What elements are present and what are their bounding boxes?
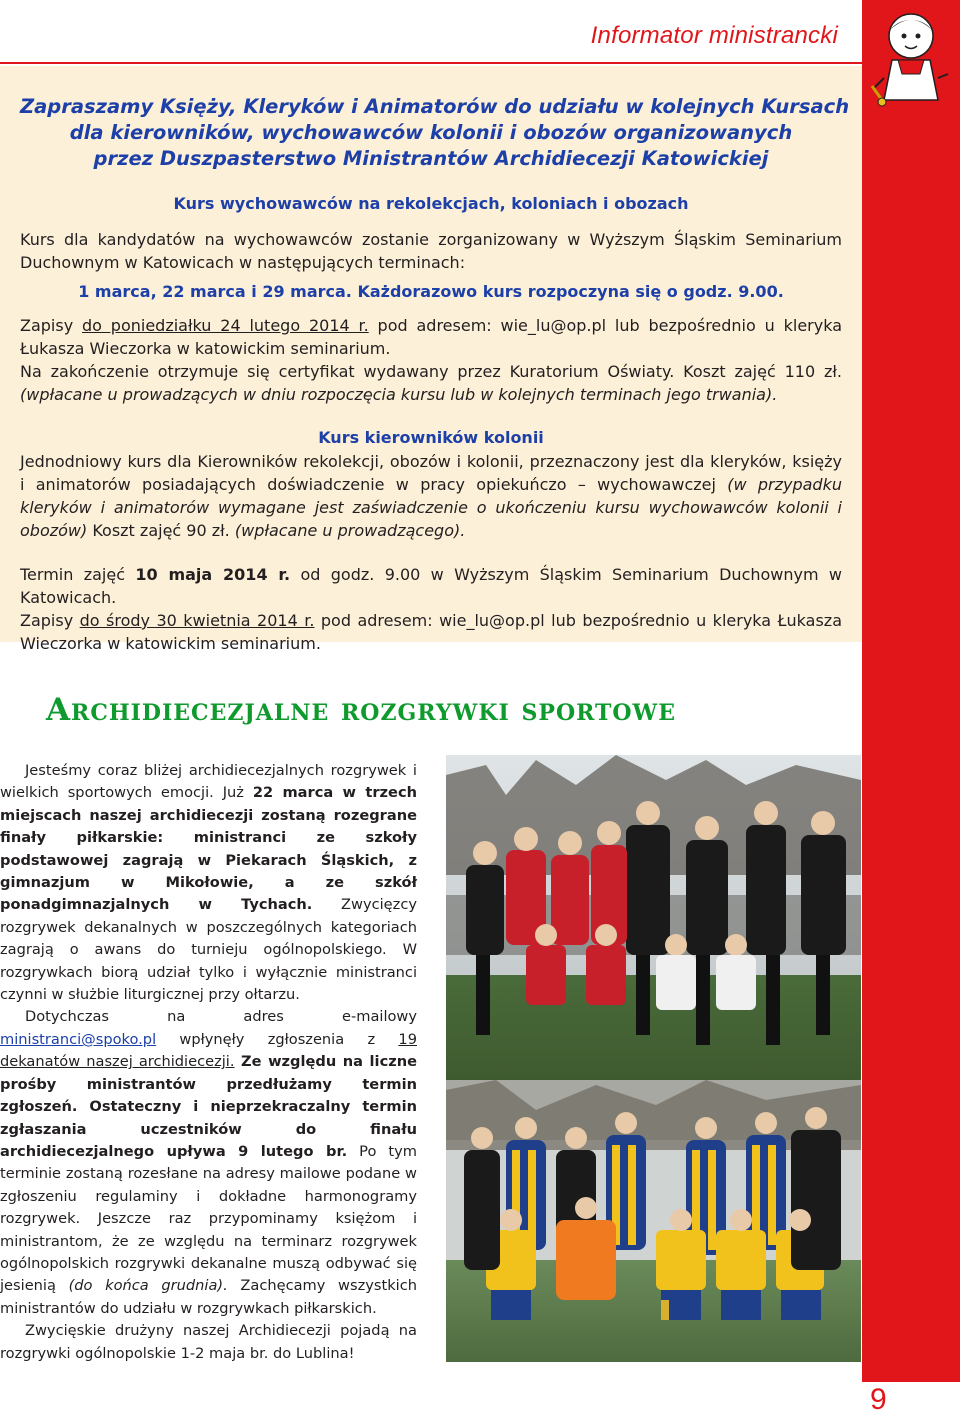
reg-deadline: do środy 30 kwietnia 2014 r. (79, 611, 315, 630)
article-paragraph (0, 1320, 417, 1365)
right-sidebar-bar (862, 0, 960, 1426)
course1-registration (20, 314, 842, 360)
text-run: Zwycięzcy rozgrywek dekanalnych w poszczególnych kategoriach zagrają o awans do turnieju ogólnopolskiego. W rozgrywkach biorą udział tylko i wyłącznie ministranci czynni w służbie liturgicznej przy ołtarzu. (0, 896, 417, 1004)
term-prefix: Termin zajęć (20, 565, 136, 584)
text-run: Zachęcamy wszystkich ministrantów do udziału w rozgrywkach piłkarskich. (0, 1277, 417, 1317)
intro-line: przez Duszpasterstwo Ministrantów Archidiecezji Katowickiej (93, 147, 769, 170)
reg-suffix: pod adresem: wie_lu@op.pl lub bezpośrednio u kleryka Łukasza Wieczorka w katowickim seminarium. (20, 611, 842, 653)
cert-text: Na zakończenie otrzymuje się certyfikat wydawany przez Kuratorium Oświaty. Koszt zajęć 110 zł. (20, 362, 842, 381)
text-run: wpłynęły zgłoszenia z (156, 1030, 399, 1048)
finals-info: 22 marca w trzech miejscach naszej archidiecezji zostaną rozegrane finały piłkarskie: ministranci ze szkoły podstawowej zagrają w Piekarach Śląskich, z gimnazjum w Mikołowie, a ze szkół ponadgimnazjalnych w Tychach. (0, 784, 417, 914)
desc-payment-note: (wpłacane u prowadzącego). (234, 521, 466, 540)
email-link[interactable]: ministranci@spoko.pl (0, 1030, 157, 1048)
header-divider (0, 62, 862, 64)
sports-section-title: Archidiecezjalne rozgrywki sportowe (46, 692, 677, 728)
course1-certificate (20, 360, 842, 406)
course2-description (20, 450, 842, 542)
deadline-info: Ze względu na liczne prośby ministrantów przedłużamy termin zgłoszeń. Ostateczny i nieprzekraczalny termin zgłaszania uczestników do finału archidiecezjalnego upływa 9 lutego br. (0, 1053, 417, 1160)
course2-term (20, 563, 842, 655)
text-run: Zwycięskie drużyny naszej Archidiecezji pojadą na rozgrywki ogólnopolskie 1-2 maja br. do Lublina! (0, 1322, 417, 1362)
reg-prefix: Zapisy (20, 316, 83, 335)
altar-boy-mascot-icon (868, 8, 954, 108)
team-photo-yellow (446, 1080, 861, 1362)
sports-article-text (0, 760, 417, 1365)
reg-prefix: Zapisy (20, 611, 80, 630)
text-run: Po tym terminie zostaną rozesłane na adresy mailowe podane w zgłoszeniu regulaminy i dokładne harmonogramy rozgrywek. Jeszcze raz przypominamy księżom i ministrantom, że ze względu na terminarz rozgrywek ogólnopolskich rozgrywki dekanalne muszą odbywać się jesienią (0, 1142, 417, 1295)
page-number: 9 (870, 1383, 887, 1416)
cert-payment-note: (wpłacane u prowadzących w dniu rozpoczęcia kursu lub w kolejnych terminach jego trwania). (20, 385, 778, 404)
course1-dates: 1 marca, 22 marca i 29 marca. Każdorazowo kurs rozpoczyna się o godz. 9.00. (78, 282, 784, 301)
reg-suffix: pod adresem: wie_lu@op.pl lub bezpośrednio u kleryka Łukasza Wieczorka w katowickim seminarium. (20, 316, 842, 358)
text-run: (do końca grudnia). (68, 1277, 228, 1295)
desc-main: Jednodniowy kurs dla Kierowników rekolekcji, obozów i kolonii, przeznaczony jest dla kleryków, księży i animatorów posiadających doświadczenie w pracy opiekuńczo – wychowawczej (20, 452, 842, 494)
text-run: Jesteśmy coraz bliżej archidiecezjalnych rozgrywek i wielkich sportowych emocji. Już (0, 762, 417, 802)
deaneries-link: 19 dekanatów naszej archidiecezji. (0, 1030, 417, 1071)
course1-heading: Kurs wychowawców na rekolekcjach, koloniach i obozach (173, 194, 689, 213)
term-suffix: od godz. 9.00 w Wyższym Śląskim Seminarium Duchownym w Katowicach. (20, 565, 843, 607)
intro-line: dla kierowników, wychowawców kolonii i obozów organizowanych (69, 121, 793, 144)
course2-heading: Kurs kierowników kolonii (318, 428, 544, 447)
reg-deadline: do poniedziałku 24 lutego 2014 r. (82, 316, 369, 335)
text-run: Dotychczas na adres e-mailowy (25, 1008, 417, 1026)
team-photo-red (446, 755, 861, 1083)
course1-description: Kurs dla kandydatów na wychowawców zostanie zorganizowany w Wyższym Śląskim Seminarium Duchownym w Katowicach w następujących terminach: (20, 230, 842, 272)
article-paragraph (0, 1006, 417, 1320)
desc-cost: Koszt zajęć 90 zł. (87, 521, 235, 540)
term-date: 10 maja 2014 r. (135, 565, 291, 584)
desc-requirement: (w przypadku kleryków i animatorów wymagane jest zaświadczenie o ukończeniu kursu wychowawców kolonii i obozów) (20, 475, 842, 540)
article-paragraph (0, 760, 417, 1006)
courses-intro-heading (20, 94, 850, 172)
publication-title: Informator ministrancki (590, 22, 838, 49)
intro-line: Zapraszamy Księży, Kleryków i Animatorów do udziału w kolejnych Kursach (20, 95, 850, 118)
